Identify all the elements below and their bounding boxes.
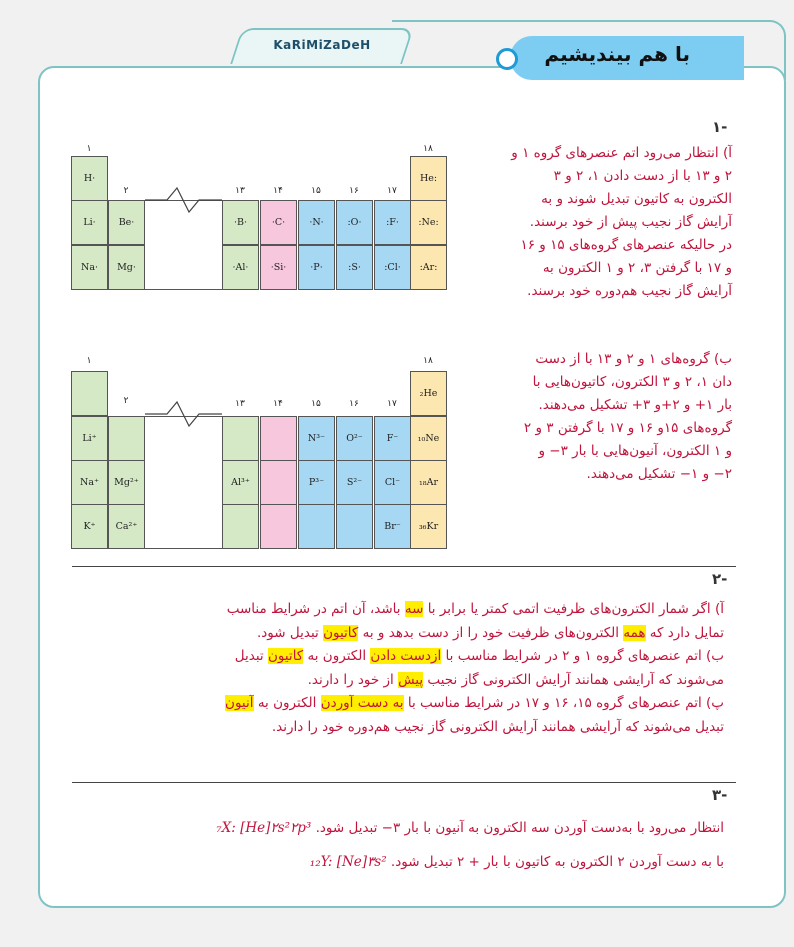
group-label: ۱۷ <box>387 399 397 409</box>
q3-line2-formula: ₁₂Y: [Ne]۳s² <box>309 854 387 870</box>
element-cell-empty <box>71 371 108 416</box>
text-segment: تبدیل شود. <box>257 624 324 641</box>
element-cell-F: F⁻ <box>374 416 411 461</box>
element-cell-empty <box>260 460 297 505</box>
text-segment: ب) اتم عنصرهای گروه ۱ و ۲ در شرایط مناسب با <box>441 648 724 664</box>
group-label: ۱۷ <box>387 186 397 196</box>
highlighted-term: پیش <box>398 671 424 688</box>
question-1-part-a <box>432 142 732 303</box>
group-label: ۱۳ <box>235 399 245 409</box>
text-line <box>64 598 724 622</box>
element-cell-empty <box>336 504 373 549</box>
element-cell-He: ₂He <box>410 371 447 416</box>
element-cell-Si: ·Si· <box>260 245 297 290</box>
text-line <box>64 716 724 740</box>
element-cell-Br: Br⁻ <box>374 504 411 549</box>
element-cell-empty <box>298 504 335 549</box>
text-segment: از خود را دارند. <box>307 671 399 688</box>
group-label: ۱۶ <box>349 186 359 196</box>
element-cell-O: :O· <box>336 200 373 245</box>
text-segment: الکترون به <box>303 648 371 664</box>
question-2-body <box>64 598 724 739</box>
element-cell-C: ·C· <box>260 200 297 245</box>
group-label: ۱۶ <box>349 399 359 409</box>
element-cell-empty <box>260 416 297 461</box>
element-cell-Cl: :Cl· <box>374 245 411 290</box>
group-label: ۲ <box>123 396 129 406</box>
element-cell-Kr: ₃₆Kr <box>410 504 447 549</box>
element-cell-Mg: Mg· <box>108 245 145 290</box>
question-2-number: -۲ <box>712 570 728 588</box>
zigzag-break-icon <box>145 400 222 430</box>
text-segment: آ) اگر شمار الکترون‌های ظرفیت اتمی کمتر یا برابر با <box>423 601 724 617</box>
text-segment: پ) اتم عنصرهای گروه ۱۵، ۱۶ و ۱۷ در شرایط مناسب با <box>403 695 724 711</box>
element-cell-Al: ·Al· <box>222 245 259 290</box>
highlighted-term: به دست آوردن <box>320 695 404 711</box>
text-line: ۲− و ۱− تشکیل می‌دهند. <box>586 466 732 482</box>
group-label: ۱۵ <box>311 399 321 409</box>
text-segment: تبدیل می‌شوند که آرایشی همانند آرایش الکترونی گاز نجیب هم‌دوره خود را دارند. <box>271 718 724 735</box>
element-cell-P: ·P· <box>298 245 335 290</box>
element-cell-P: P³⁻ <box>298 460 335 505</box>
text-line: گروه‌های ۱۵و ۱۶ و ۱۷ با گرفتن ۳ و ۲ <box>523 420 732 436</box>
text-segment: الکترون‌های ظرفیت خود را از دست بدهد و به <box>358 624 624 641</box>
group-label: ۱۵ <box>311 186 321 196</box>
text-line <box>64 622 724 646</box>
text-line: آرایش گاز نجیب هم‌دوره خود برسند. <box>527 283 732 299</box>
group-label: ۱۸ <box>423 144 433 154</box>
divider-1 <box>72 566 736 567</box>
text-line: بار ۱+ و ۲+و ۳+ تشکیل می‌دهند. <box>538 397 732 413</box>
highlighted-term: ازدست دادن <box>370 648 442 664</box>
element-cell-empty <box>108 416 145 461</box>
q3-line1-formula: ₇X: [He]۲s²۲p³ <box>216 820 312 836</box>
highlighted-term: کاتیون <box>323 624 359 641</box>
author-tab-label: KaRiMiZaDeH <box>273 38 371 52</box>
element-cell-F: :F· <box>374 200 411 245</box>
highlighted-term: سه <box>404 601 424 617</box>
element-cell-empty <box>260 504 297 549</box>
question-1-number: -۱ <box>712 118 728 136</box>
text-line: و ۱ الکترون، آنیون‌هایی با بار ۳− و <box>538 443 732 459</box>
element-cell-empty <box>222 416 259 461</box>
element-cell-Al: Al³⁺ <box>222 460 259 505</box>
element-cell-Ar: :Ar: <box>410 245 447 290</box>
group-label: ۱۳ <box>235 186 245 196</box>
page-title: با هم بیندیشیم <box>544 42 690 66</box>
highlighted-term: همه <box>623 624 646 641</box>
group-label: ۱۴ <box>273 399 283 409</box>
text-line: آ) انتظار می‌رود اتم عنصرهای گروه ۱ و <box>511 145 732 161</box>
circle-bullet-icon <box>496 48 518 70</box>
text-segment: تمایل دارد که <box>645 624 724 641</box>
element-cell-He: He: <box>410 156 447 201</box>
text-line <box>64 669 724 693</box>
element-cell-N: N³⁻ <box>298 416 335 461</box>
group-label: ۱۸ <box>423 356 433 366</box>
element-cell-S: S²⁻ <box>336 460 373 505</box>
text-line: ۲ و ۱۳ با از دست دادن ۱، ۲ و ۳ <box>553 168 732 184</box>
text-segment: باشد، آن اتم در شرایط مناسب <box>226 601 405 617</box>
element-cell-Ca: Ca²⁺ <box>108 504 145 549</box>
text-segment: می‌شوند که آرایشی همانند آرایش الکترونی گاز نجیب <box>423 671 724 688</box>
text-segment: الکترون به <box>253 695 321 711</box>
element-cell-S: :S· <box>336 245 373 290</box>
element-cell-Cl: Cl⁻ <box>374 460 411 505</box>
element-cell-B: ·B· <box>222 200 259 245</box>
question-3-number: -۳ <box>712 786 728 804</box>
zigzag-break-icon <box>145 186 222 216</box>
element-cell-Li: Li· <box>71 200 108 245</box>
element-cell-empty <box>222 504 259 549</box>
text-line: آرایش گاز نجیب پیش از خود برسند. <box>529 214 732 230</box>
question-3-line-1 <box>216 820 724 836</box>
element-cell-Na: Na⁺ <box>71 460 108 505</box>
element-cell-Li: Li⁺ <box>71 416 108 461</box>
element-cell-H: H· <box>71 156 108 201</box>
q3-line2-text: با به دست آوردن ۲ الکترون به کاتیون با بار + ۲ تبدیل شود. <box>390 854 724 870</box>
text-line: در حالیکه عنصرهای گروه‌های ۱۵ و ۱۶ <box>520 237 732 253</box>
text-line <box>64 645 724 669</box>
element-cell-K: K⁺ <box>71 504 108 549</box>
q3-line1-text: انتظار می‌رود با به‌دست آوردن سه الکترون به آنیون با بار ۳− تبدیل شود. <box>315 820 724 836</box>
text-line: و ۱۷ با گرفتن ۳، ۲ و ۱ الکترون به <box>542 260 732 276</box>
question-1-part-b <box>432 348 732 486</box>
highlighted-term: آنیون <box>225 695 254 711</box>
group-label: ۲ <box>123 186 129 196</box>
element-cell-N: ·N· <box>298 200 335 245</box>
element-cell-Ne: :Ne: <box>410 200 447 245</box>
element-cell-Ar: ₁₈Ar <box>410 460 447 505</box>
group-label: ۱ <box>86 356 92 366</box>
element-cell-Ne: ₁₀Ne <box>410 416 447 461</box>
highlighted-term: کاتیون <box>267 648 304 664</box>
element-cell-Na: Na· <box>71 245 108 290</box>
element-cell-Mg: Mg²⁺ <box>108 460 145 505</box>
element-cell-O: O²⁻ <box>336 416 373 461</box>
group-label: ۱ <box>86 144 92 154</box>
element-cell-Be: Be· <box>108 200 145 245</box>
text-segment: تبدیل <box>234 648 268 664</box>
text-line: الکترون به کاتیون تبدیل شوند و به <box>541 191 732 207</box>
text-line <box>64 692 724 716</box>
divider-2 <box>72 782 736 783</box>
text-line: دان ۱، ۲ و ۳ الکترون، کاتیون‌هایی با <box>532 374 732 390</box>
question-3-line-2 <box>310 854 724 870</box>
group-label: ۱۴ <box>273 186 283 196</box>
transition-gap <box>145 416 222 549</box>
text-line: ب) گروه‌های ۱ و ۲ و ۱۳ با از دست <box>535 351 732 367</box>
